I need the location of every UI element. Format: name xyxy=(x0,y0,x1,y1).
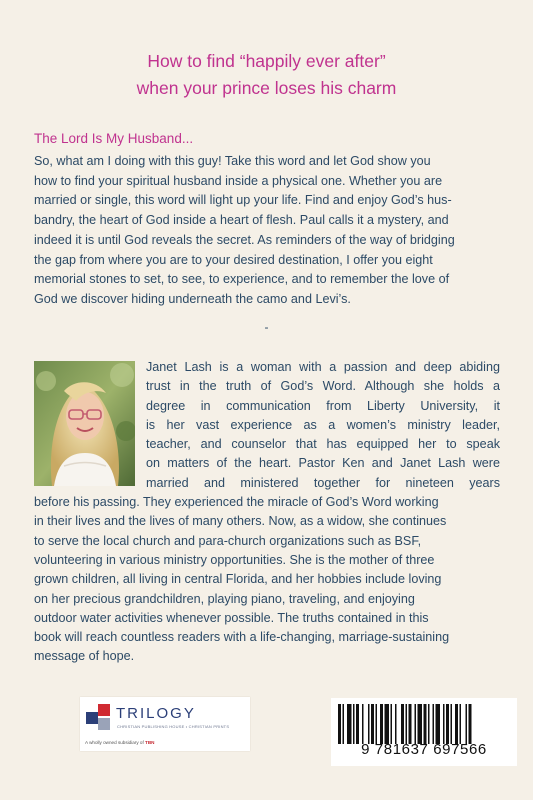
bio-line: Janet Lash is a woman with a passion and deep abiding xyxy=(146,360,500,374)
bio-line: teacher, and counselor that has equipped her to speak xyxy=(146,437,500,452)
barcode-bar xyxy=(436,704,441,744)
barcode-bar xyxy=(353,704,355,744)
barcode-bar xyxy=(451,704,453,744)
barcode-bar xyxy=(385,704,390,744)
barcode-bar xyxy=(469,704,472,744)
blurb-line: indeed it is until God reveals the secret. As reminders of the way of bridging xyxy=(34,232,455,247)
bio-line: before his passing. They experienced the miracle of God’s Word working xyxy=(34,495,439,510)
blurb-line: married or single, this word will light up your life. Find and enjoy God’s hus- xyxy=(34,193,452,208)
barcode-bar xyxy=(455,704,458,744)
barcode-bar xyxy=(380,704,383,744)
bio-line: to serve the local church and para-church organizations such as BSF, xyxy=(34,533,422,548)
barcode-bar xyxy=(415,704,417,744)
barcode-bar xyxy=(401,704,404,744)
bio-line: on matters of the heart. Pastor Ken and Janet Lash were xyxy=(146,456,500,471)
headline-line-2: when your prince loses his charm xyxy=(136,78,397,98)
headline-line-1: How to find “happily ever after” xyxy=(147,51,386,71)
bio-line: on her precious grandchildren, playing piano, traveling, and enjoying xyxy=(34,591,415,606)
barcode-bar xyxy=(356,704,359,744)
barcode-bar xyxy=(424,704,427,744)
blurb-line: how to find your spiritual husband inside a physical one. Whether you are xyxy=(34,173,443,188)
publisher-subsidiary-line xyxy=(85,740,154,745)
bio-line: volunteering in various ministry opportunities. She is the mother of three xyxy=(34,552,435,567)
isbn-digits: 9 781637 697566 xyxy=(361,741,487,758)
barcode-bar xyxy=(362,704,364,744)
barcode-bar xyxy=(391,704,393,744)
section-title: The Lord Is My Husband... xyxy=(34,131,194,146)
publisher-tagline: CHRISTIAN PUBLISHING HOUSE • CHRISTIAN PRINTS xyxy=(117,724,230,729)
blurb-line: So, what am I doing with this guy! Take this word and let God show you xyxy=(34,154,431,168)
barcode-bar xyxy=(406,704,408,744)
publisher-logo xyxy=(80,697,250,751)
barcode-bar xyxy=(376,704,378,744)
isbn-barcode xyxy=(331,698,517,766)
barcode-bar xyxy=(460,704,462,744)
barcode-bar xyxy=(466,704,468,744)
barcode-bar xyxy=(395,704,397,744)
barcode-bar xyxy=(347,704,352,744)
blurb-line: the gap from where you are to your desired destination, I offer you eight xyxy=(34,252,433,267)
barcode-bar xyxy=(446,704,449,744)
trilogy-squares-icon xyxy=(86,704,114,732)
barcode-bar xyxy=(368,704,370,744)
barcode-bar xyxy=(343,704,345,744)
barcode-bar xyxy=(418,704,423,744)
headline xyxy=(0,48,533,102)
barcode-bar xyxy=(409,704,412,744)
barcode-bars xyxy=(338,704,510,744)
bio-line: is her vast experience as a women’s ministry leader, xyxy=(146,417,500,432)
subsidiary-name: TBN xyxy=(145,740,155,745)
bio-line: outdoor water activities whenever possible. The truths contained in this xyxy=(34,610,429,625)
bio-line: married and ministered together for nineteen years xyxy=(146,475,500,490)
publisher-name: TRILOGY xyxy=(116,705,196,722)
blurb-line: God we discover hiding underneath the camo and Levi’s. xyxy=(34,291,351,306)
book-blurb xyxy=(34,152,501,310)
barcode-bar xyxy=(428,704,430,744)
bio-line: book will reach countless readers with a life-changing, marriage-sustaining xyxy=(34,630,450,645)
subsidiary-prefix: A wholly owned subsidiary of xyxy=(85,740,144,745)
blurb-line: bandry, the heart of God inside a heart of flesh. Paul calls it a mystery, and xyxy=(34,213,449,228)
blurb-line: memorial stones to set, to see, to experience, and to remember the love of xyxy=(34,272,450,287)
bio-line: trust in the truth of God’s Word. Although she holds a xyxy=(146,379,500,394)
barcode-bar xyxy=(338,704,341,744)
barcode-bar xyxy=(371,704,374,744)
author-bio xyxy=(34,358,500,667)
section-divider: - xyxy=(264,320,269,334)
bio-line: degree in communication from Liberty University, it xyxy=(146,398,500,413)
bio-line: grown children, all living in central Florida, and her hobbies include loving xyxy=(34,572,442,587)
bio-line: message of hope. xyxy=(34,649,135,664)
barcode-bar xyxy=(443,704,445,744)
barcode-bar xyxy=(433,704,435,744)
bio-line: in their lives and the lives of many others. Now, as a widow, she continues xyxy=(34,514,447,529)
